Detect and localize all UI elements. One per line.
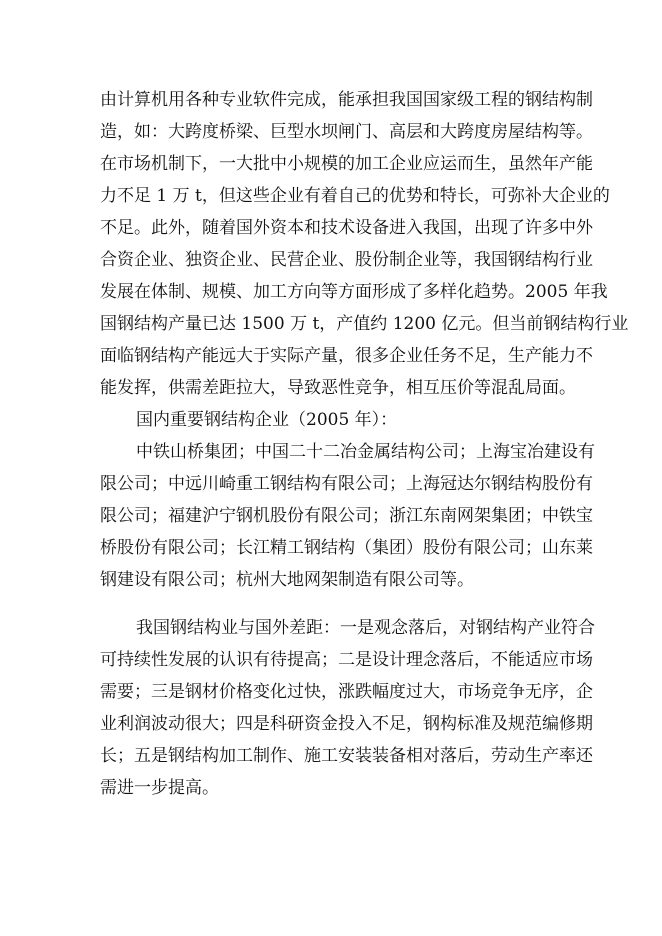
paragraph-line: 国钢结构产量已达 1500 万 t，产值约 1200 亿元。但当前钢结构行业 — [100, 314, 629, 334]
paragraph-line: 我国钢结构业与国外差距：一是观念落后，对钢结构产业符合 — [136, 618, 595, 638]
paragraph-line: 由计算机用各种专业软件完成，能承担我国国家级工程的钢结构制 — [100, 90, 593, 110]
paragraph-line: 合资企业、独资企业、民营企业、股份制企业等，我国钢结构行业 — [100, 250, 593, 270]
paragraph-line: 在市场机制下，一大批中小规模的加工企业应运而生，虽然年产能 — [100, 154, 593, 174]
section-heading: 国内重要钢结构企业（2005 年）： — [136, 410, 398, 430]
gap-with-abroad-paragraph — [100, 612, 595, 804]
paragraph-line: 需进一步提高。 — [100, 778, 219, 798]
document-body — [100, 84, 629, 804]
paragraph-line: 钢建设有限公司；杭州大地网架制造有限公司等。 — [100, 570, 474, 590]
paragraph-line: 能发挥，供需差距拉大，导致恶性竞争，相互压价等混乱局面。 — [100, 378, 576, 398]
paragraph-line: 桥股份有限公司；长江精工钢结构（集团）股份有限公司；山东莱 — [100, 538, 593, 558]
paragraph-line: 限公司；中远川崎重工钢结构有限公司；上海冠达尔钢结构股份有 — [100, 474, 593, 494]
paragraph-line: 业利润波动很大；四是科研资金投入不足，钢构标准及规范编修期 — [100, 714, 593, 734]
paragraph-line: 造，如：大跨度桥梁、巨型水坝闸门、高层和大跨度房屋结构等。 — [100, 122, 593, 142]
industry-overview-paragraph — [100, 84, 629, 404]
paragraph-line: 发展在体制、规模、加工方向等方面形成了多样化趋势。2005 年我 — [100, 282, 608, 302]
paragraph-line: 限公司；福建沪宁钢机股份有限公司；浙江东南网架集团；中铁宝 — [100, 506, 593, 526]
paragraph-line: 需要；三是钢材价格变化过快，涨跌幅度过大，市场竞争无序，企 — [100, 682, 593, 702]
companies-paragraph — [100, 436, 595, 596]
paragraph-line: 面临钢结构产能远大于实际产量，很多企业任务不足，生产能力不 — [100, 346, 593, 366]
paragraph-line: 长；五是钢结构加工制作、施工安装装备相对落后，劳动生产率还 — [100, 746, 593, 766]
paragraph-spacer — [100, 596, 562, 612]
paragraph-line: 不足。此外，随着国外资本和技术设备进入我国，出现了许多中外 — [100, 218, 593, 238]
paragraph-line: 可持续性发展的认识有待提高；二是设计理念落后，不能适应市场 — [100, 650, 593, 670]
paragraph-line: 力不足 1 万 t，但这些企业有着自己的优势和特长，可弥补大企业的 — [100, 186, 610, 206]
paragraph-line: 中铁山桥集团；中国二十二冶金属结构公司；上海宝冶建设有 — [136, 442, 595, 462]
